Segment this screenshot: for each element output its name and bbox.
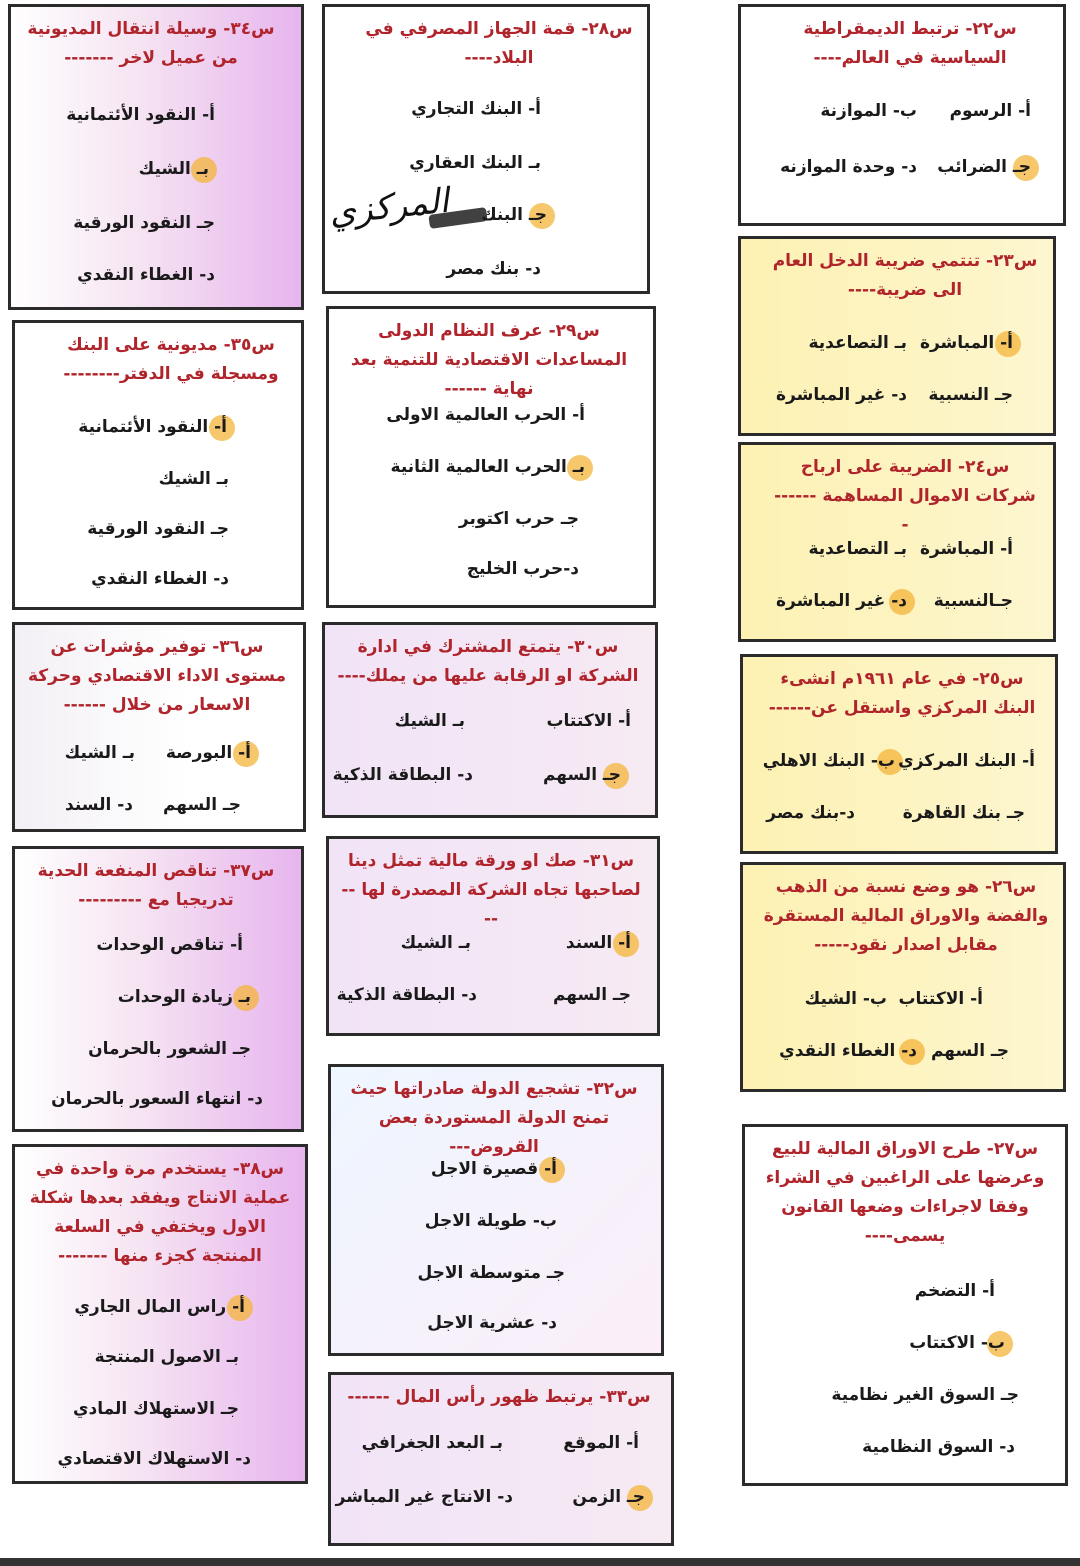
option-b: بـ التصاعدية [808,539,907,559]
option-a: أ- تناقص الوحدات [96,935,243,955]
option-c: جـ حرب اكتوبر [458,509,579,529]
option-d: د- الاستهلاك الاقتصادي [57,1449,251,1469]
option-b: بـ الشيك [400,933,471,953]
question-card-37 [12,846,304,1132]
option-b: بـ زيادة الوحدات [118,987,251,1007]
option-a: أ- الرسوم [949,101,1031,121]
question-card-31 [326,836,660,1036]
handwritten-answer: المركزي [327,180,451,234]
option-a: أ- النقود الأئتمانية [66,105,215,125]
option-b: ب- البنك الاهلي [763,751,895,771]
option-a: أ- الاكتتاب [546,711,631,731]
option-d: د- السند [65,795,133,815]
question-card-36 [12,622,306,832]
question-text: س٣٢- تشجيع الدولة صادراتها حيث تمنح الدولة المستوردة بعض القروض--- [350,1079,638,1157]
option-c: جـ السهم [930,1041,1009,1061]
option-d: د- غير المباشرة [776,591,907,611]
option-a: أ- التضخم [914,1281,995,1301]
option-b: ب- الشيك [804,989,887,1009]
option-d: د- البطاقة الذكية [336,985,477,1005]
question-text: س٣٦- توفير مؤشرات عن مستوى الاداء الاقتصادي وحركة الاسعار من خلال ------ [27,637,287,715]
option-a: أ- الاكتتاب [898,989,983,1009]
question-text: س٢٤- الضريبة على ارباح شركات الاموال المساهمة ------- [774,457,1036,535]
option-d: د- الانتاج غير المباشر [335,1487,513,1507]
option-a: أ- المباشرة [920,333,1013,353]
question-text: س٣٤- وسيلة انتقال المديونية من عميل لاخر ------- [27,19,275,68]
option-d: د- الغطاء النقدي [77,265,215,285]
option-a: أ- الموقع [563,1433,639,1453]
question-card-29 [326,306,656,608]
question-card-32 [328,1064,664,1356]
option-a: أ- الحرب العالمية الاولى [386,405,585,425]
question-text: س٣٥- مديونية على البنك ومسجلة في الدفتر-------- [63,335,279,384]
option-b: بـ البنك العقاري [409,153,541,173]
option-a: أ- البنك المركزي [898,751,1035,771]
question-text: س٣٧- تناقص المنفعة الحدية تدريجيا مع --------- [37,861,275,910]
question-text: س٢٦- هو وضع نسبة من الذهب والفضة والاوراق المالية المستقرة مقابل اصدار نقود----- [763,877,1049,955]
question-card-38 [12,1144,308,1484]
option-a: أ- النقود الأئتمانية [78,417,227,437]
question-card-27 [742,1124,1068,1486]
option-c: جـ الزمن [572,1487,645,1507]
question-text: س٢٣- تنتمي ضريبة الدخل العام الى ضريبة---- [772,251,1038,300]
option-d: د-حرب الخليج [466,559,579,579]
option-c: جـ الشعور بالحرمان [88,1039,251,1059]
option-d: د- الغطاء النقدي [779,1041,917,1061]
question-card-23 [738,236,1056,436]
question-text: س٣١- صك او ورقة مالية تمثل دينا لصاحبها تجاه الشركة المصدرة لها ---- [341,851,641,929]
question-text: س٣٠- يتمتع المشترك في ادارة الشركة او الرقابة عليها من يملك---- [337,637,639,686]
option-d: د- السوق النظامية [862,1437,1015,1457]
option-b: بـ التصاعدية [808,333,907,353]
question-text: س٢٧- طرح الاوراق المالية للبيع وعرضها على الراغبين في الشراء وفقا لاجراءات وضعها القانون يسمى---- [765,1139,1045,1246]
option-c: جـ بنك القاهرة [902,803,1025,823]
option-b: بـ الاصول المنتجة [94,1347,239,1367]
option-b: ب- طويلة الاجل [424,1211,557,1231]
option-c: جـ الاستهلاك المادي [72,1399,239,1419]
option-d: د- غير المباشرة [775,385,907,405]
option-b: بـ الحرب العالمية الثانية [391,457,585,477]
option-c: جـ السهم [543,765,621,785]
option-c: جـالنسبية [933,591,1013,611]
option-b: بـ الشيك [64,743,135,763]
option-c: جـ النقود الورقية [73,213,215,233]
option-d: د- الغطاء النقدي [91,569,229,589]
option-d: د- البطاقة الذكية [332,765,473,785]
option-c: جـ السهم [162,795,241,815]
option-a: أ- البورصة [166,743,251,763]
option-c: جـ النسبية [928,385,1013,405]
option-c: جـ الضرائب [937,157,1031,177]
option-b: بـ الشيك [394,711,465,731]
option-c: جـ البنك [481,205,547,225]
option-c: جـ السوق الغير نظامية [831,1385,1019,1405]
option-b: بـ البعد الجغرافي [361,1433,503,1453]
question-card-34 [8,4,304,310]
question-card-26 [740,862,1066,1092]
option-a: أ- البنك التجاري [411,99,541,119]
question-card-28 [322,4,650,294]
page-bottom-rule [0,1558,1080,1566]
question-card-35 [12,320,304,610]
question-text: س٢٨- قمة الجهاز المصرفي في البلاد---- [365,19,633,68]
question-text: س٢٢- ترتبط الديمقراطية السياسية في العالم---- [803,19,1017,68]
option-c: جـ متوسطة الاجل [417,1263,565,1283]
question-card-24 [738,442,1056,642]
question-card-33 [328,1372,674,1546]
option-d: د- انتهاء السعور بالحرمان [51,1089,263,1109]
option-b: بـ الشيك [158,469,229,489]
question-text: س٢٩- عرف النظام الدولى المساعدات الاقتصادية للتنمية بعد نهاية ------ [350,321,628,399]
option-a: أ- قصيرة الاجل [431,1159,557,1179]
question-card-30 [322,622,658,818]
question-text: س٣٣- يرتبط ظهور رأس المال ------ [347,1387,651,1407]
option-a: أ- المباشرة [919,539,1013,559]
option-b: ب- الاكتتاب [909,1333,1005,1353]
option-a: أ- السند [566,933,631,953]
question-text: س٢٥- في عام ١٩٦١م انشىء البنك المركزي واستقل عن------ [768,669,1036,718]
option-c: جـ النقود الورقية [87,519,229,539]
option-b: ب- الموازنة [820,101,917,121]
option-d: د- وحدة الموازنه [780,157,917,177]
question-text: س٣٨- يستخدم مرة واحدة في عملية الانتاج ويفقد بعدها شكلة الاول ويختفي في السلعة المنتجة كجزء منها ------- [29,1159,291,1266]
question-card-22 [738,4,1066,226]
question-card-25 [740,654,1058,854]
option-a: أ- راس المال الجاري [74,1297,245,1317]
option-b: بـ الشيك [139,159,209,179]
option-d: د-بنك مصر [766,803,855,823]
option-c: جـ السهم [552,985,631,1005]
option-d: د- بنك مصر [446,259,541,279]
option-d: د- عشرية الاجل [427,1313,557,1333]
